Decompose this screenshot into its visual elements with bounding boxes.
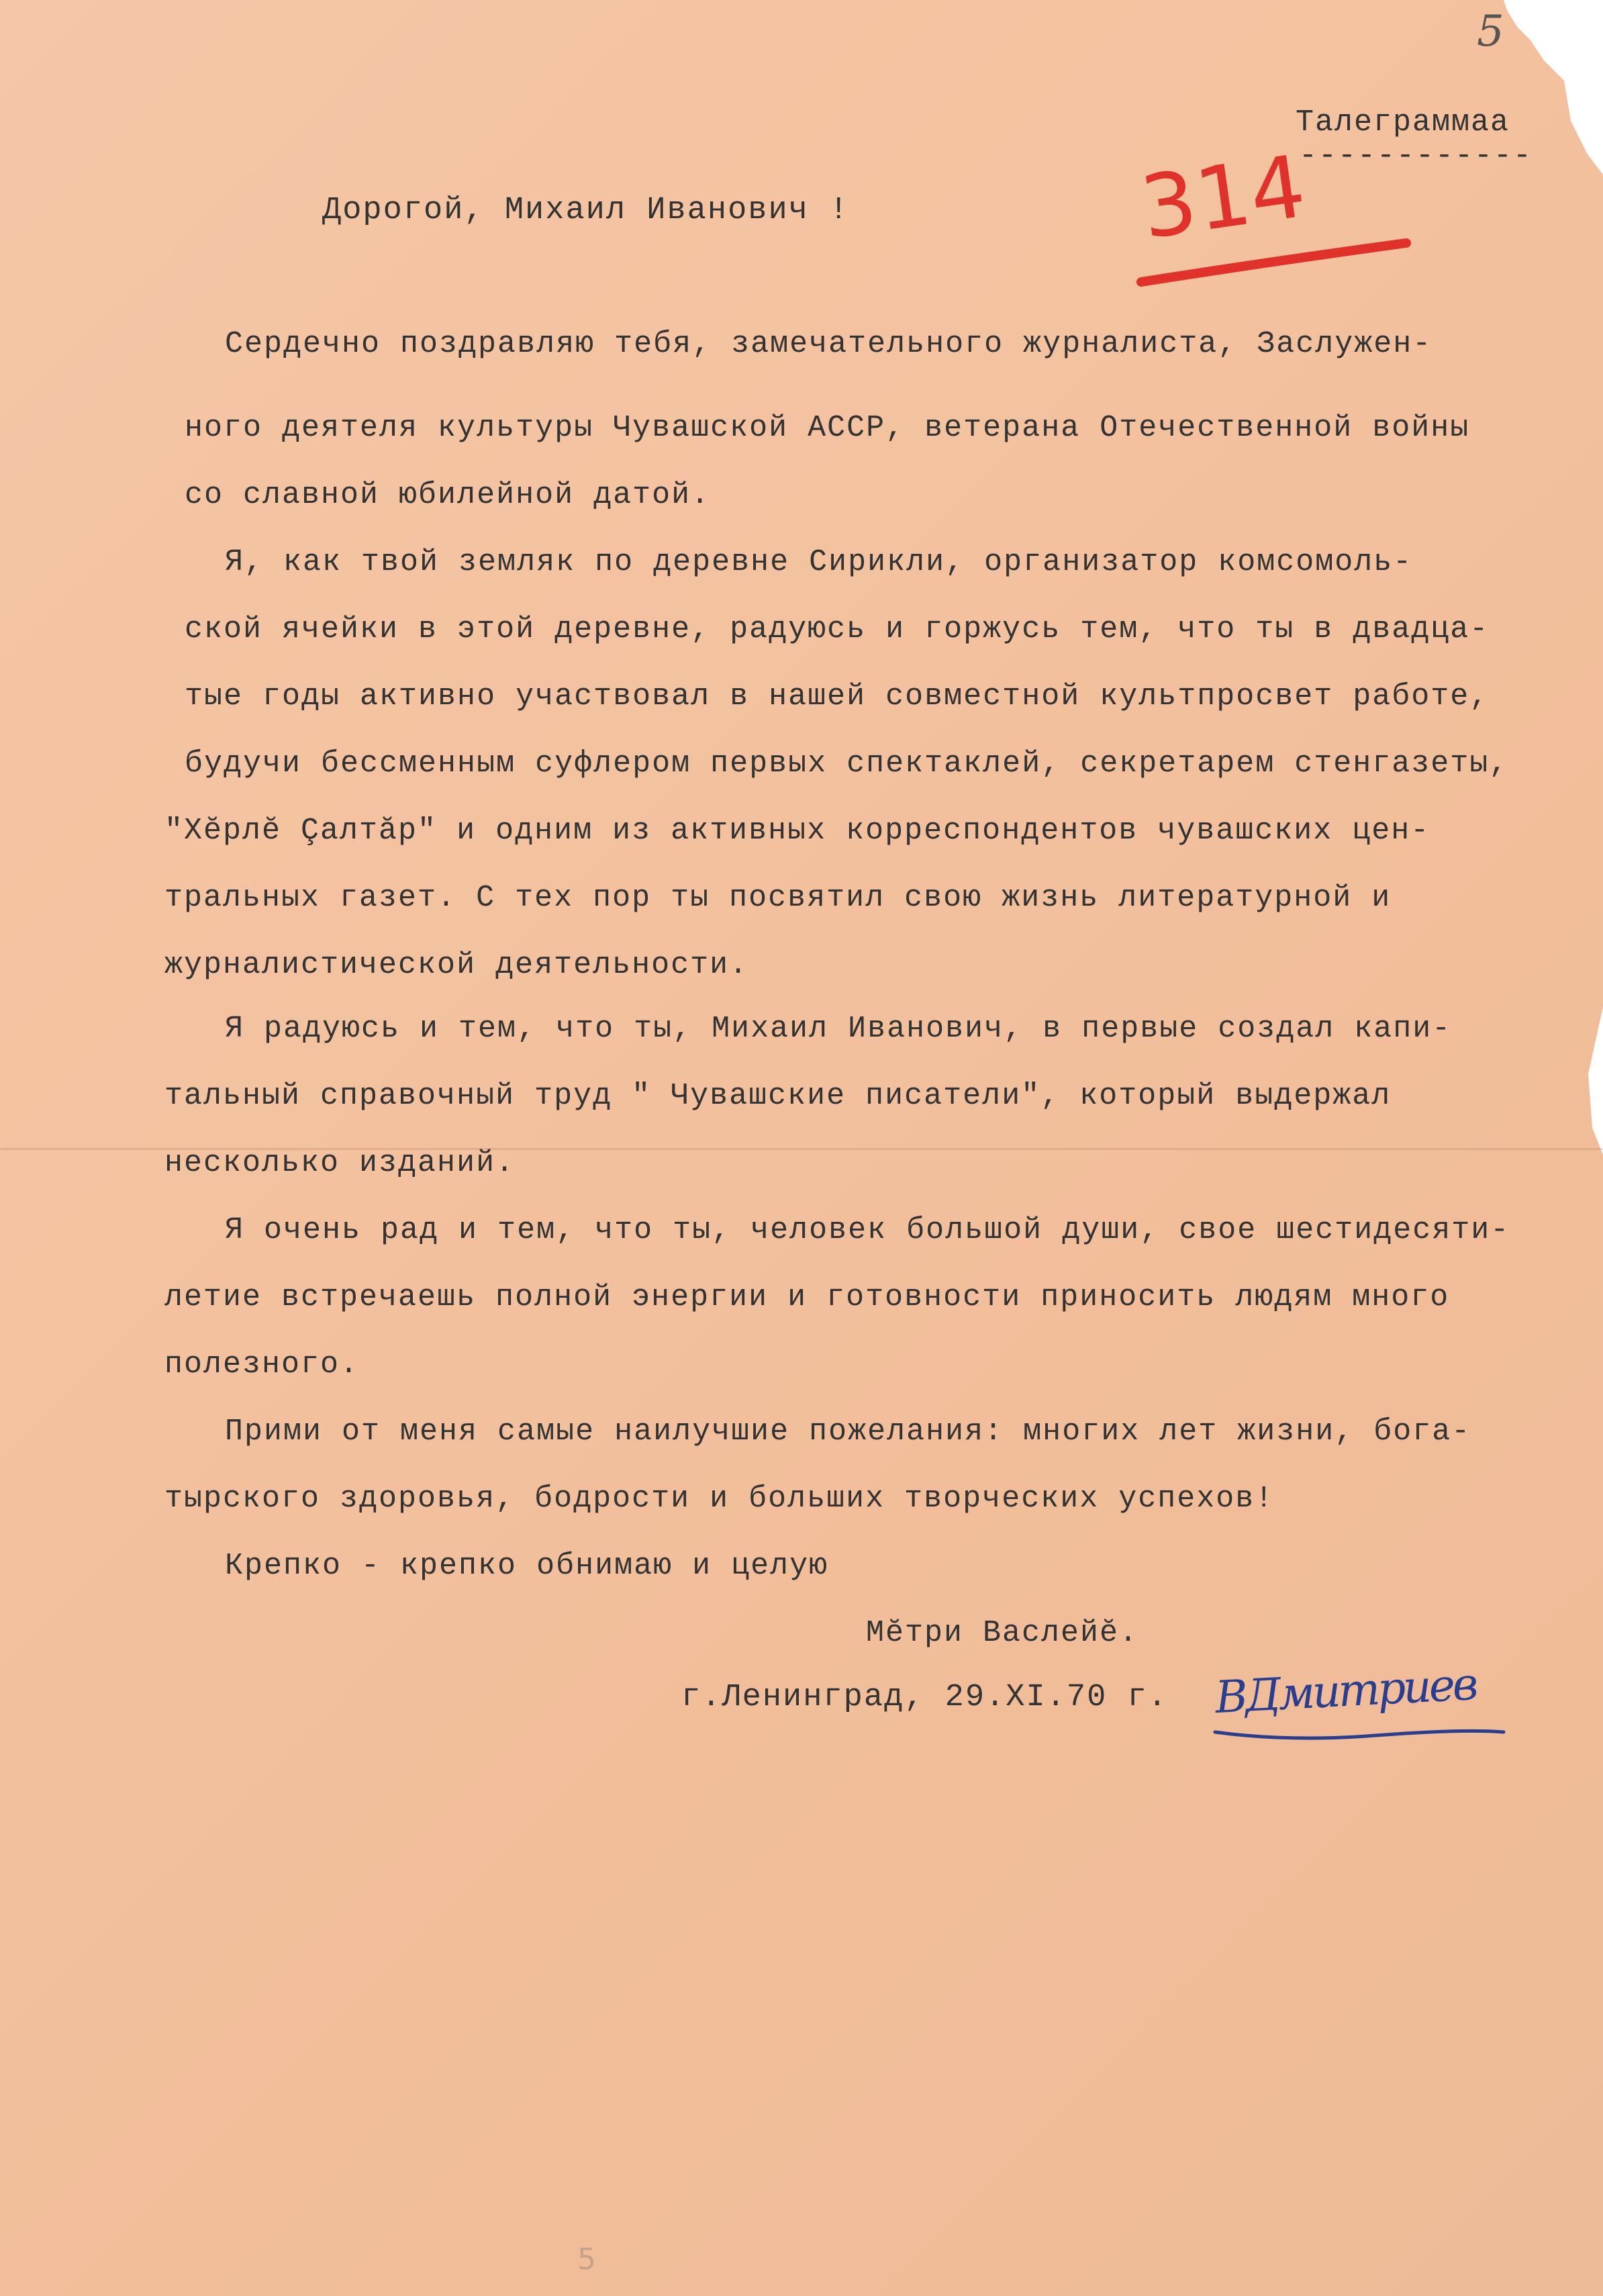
greeting: Дорогой, Михаил Иванович ! — [322, 193, 850, 228]
letter-line: "Хĕрлĕ Çалтăр" и одним из активных корреспондентов чувашских цен- — [164, 814, 1430, 848]
letter-line: Я очень рад и тем, что ты, человек большой души, свое шестидесяти- — [225, 1213, 1510, 1247]
letter-line: Сердечно поздравляю тебя, замечательного журналиста, Заслужен- — [225, 327, 1432, 361]
letter-line: тальный справочный труд " Чувашские писатели", который выдержал — [164, 1079, 1392, 1113]
signature-flourish — [1208, 1712, 1517, 1752]
red-pencil-underline — [1134, 235, 1416, 295]
letter-line: Я, как твой земляк по деревне Сирикли, организатор комсомоль- — [225, 545, 1413, 579]
letter-line: журналистической деятельности. — [164, 948, 749, 982]
letter-line: несколько изданий. — [164, 1146, 516, 1180]
author-name: Мĕтри Васлейĕ. — [866, 1616, 1139, 1650]
signature: ВДмитриев — [1214, 1658, 1477, 1724]
page-number: 5 — [1477, 7, 1504, 56]
letter-line: тральных газет. С тех пор ты посвятил свою жизнь литературной и — [164, 881, 1392, 915]
letter-line: Крепко - крепко обнимаю и целую — [225, 1549, 829, 1583]
letter-line: летие встречаешь полной энергии и готовности приносить людям много — [164, 1280, 1450, 1314]
letter-line: ного деятеля культуры Чувашской АССР, ветерана Отечественной войны — [185, 411, 1470, 445]
letter-line: полезного. — [164, 1347, 360, 1382]
letter-line: тырского здоровья, бодрости и больших творческих успехов! — [164, 1482, 1275, 1516]
letter-line: со славной юбилейной датой. — [185, 478, 711, 512]
letter-line: тые годы активно участвовал в нашей совместной культпросвет работе, — [185, 679, 1490, 714]
place-date: г.Ленинград, 29.XI.70 г. — [681, 1680, 1168, 1715]
red-pencil-number: 314 — [1134, 136, 1312, 259]
letter-line: будучи бессменным суфлером первых спектаклей, секретарем стенгазеты, — [185, 747, 1509, 781]
letter-line: Я радуюсь и тем, что ты, Михаил Иванович, в первые создал капи- — [225, 1012, 1452, 1046]
letter-line: ской ячейки в этой деревне, радуюсь и горжусь тем, что ты в двадца- — [185, 612, 1490, 647]
document-heading: Талеграммаа — [1296, 105, 1510, 140]
letter-line: Прими от меня самые наилучшие пожелания: многих лет жизни, бога- — [225, 1415, 1471, 1449]
heading-underline: ------------ — [1299, 139, 1533, 173]
pencil-mark: 5 — [577, 2242, 596, 2277]
